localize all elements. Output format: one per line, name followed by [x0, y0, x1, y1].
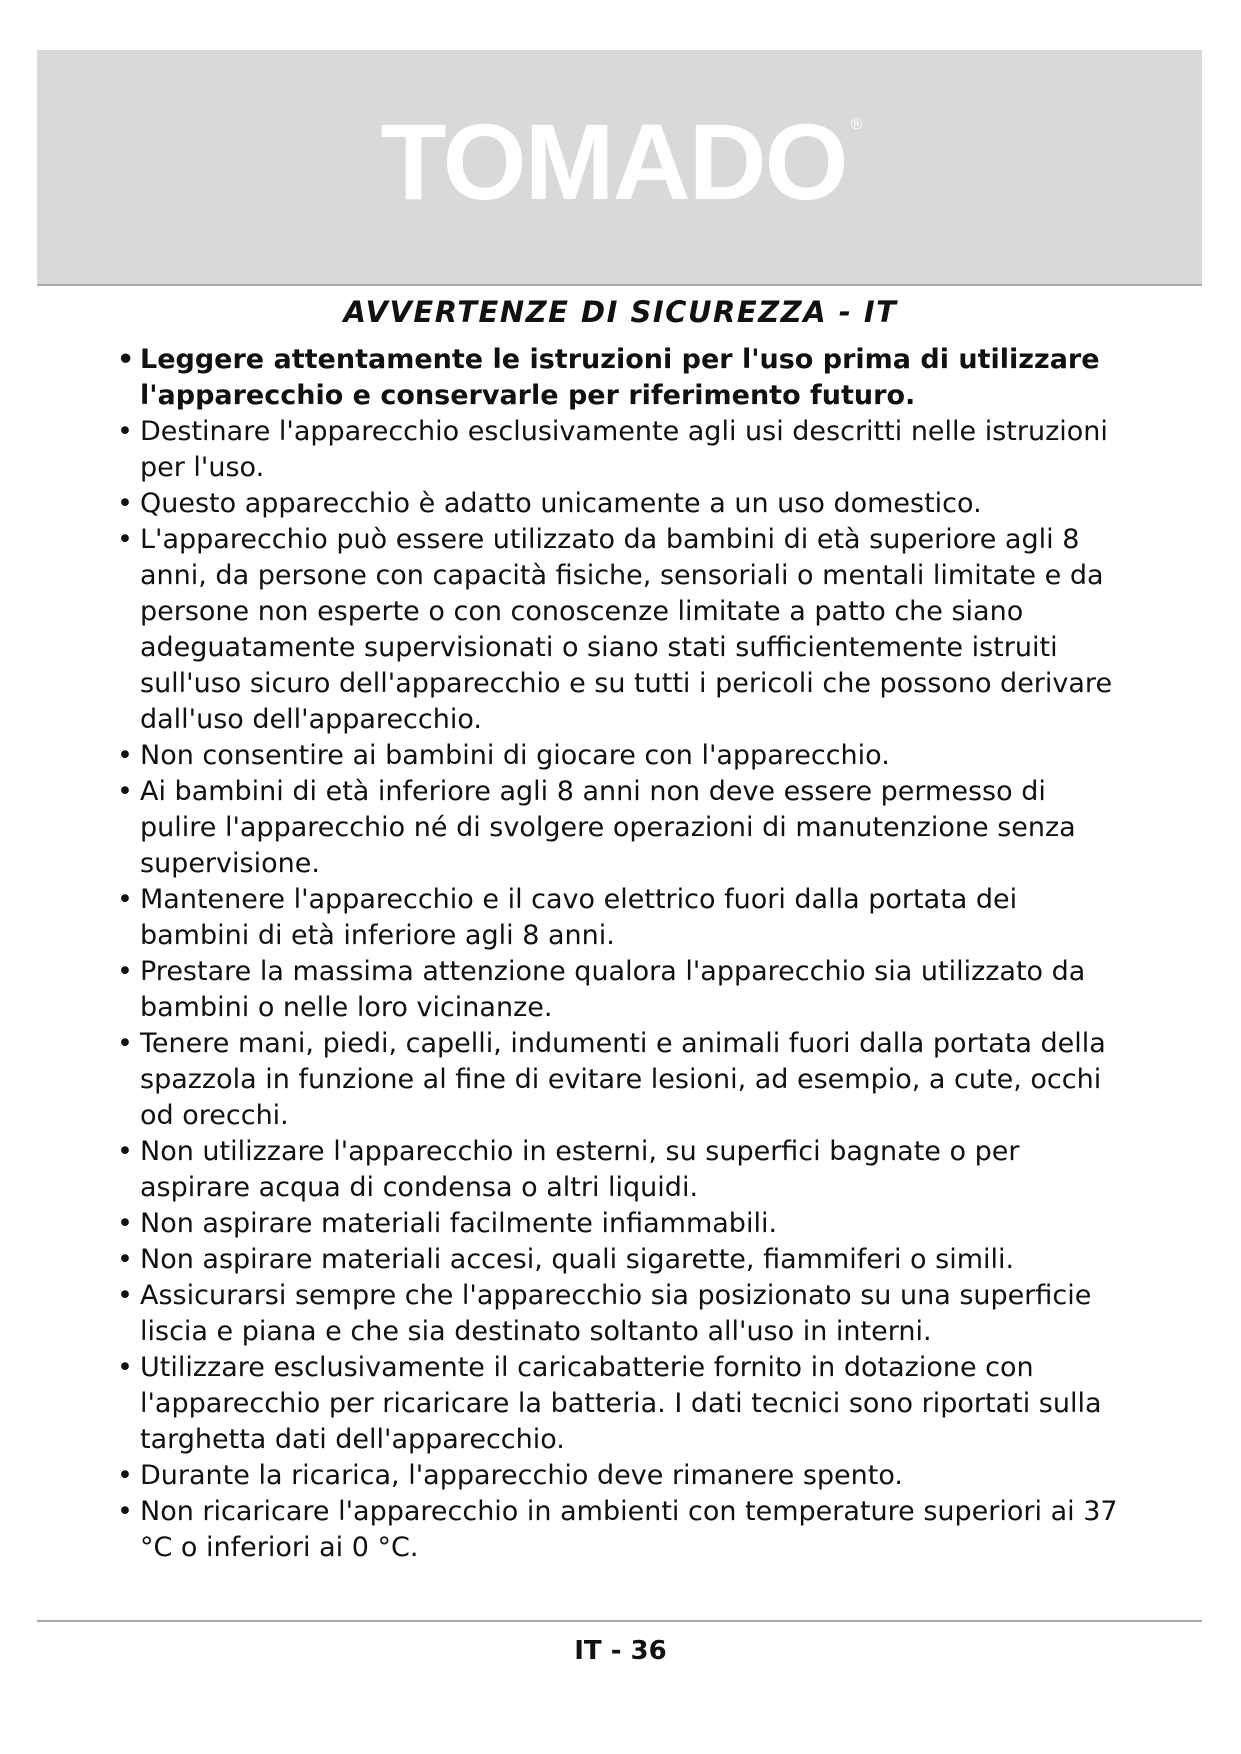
warning-item: • Non consentire ai bambini di giocare con l'apparecchio. — [117, 738, 1127, 774]
warning-item: • L'apparecchio può essere utilizzato da bambini di età superiore agli 8 anni, da persone con capacità fisiche, sensoriali o mentali limitate e da persone non esperte o con conoscenze limitate a patto che siano adeguatamente supervisionati o siano stati sufficientemente istruiti sull'uso sicuro dell'apparecchio e su tutti i pericoli che possono derivare dall'uso dell'apparecchio. — [117, 522, 1127, 738]
warning-item: • Destinare l'apparecchio esclusivamente agli usi descritti nelle istruzioni per l'uso. — [117, 414, 1127, 486]
warning-item: • Mantenere l'apparecchio e il cavo elettrico fuori dalla portata dei bambini di età inferiore agli 8 anni. — [117, 882, 1127, 954]
header-band — [37, 50, 1202, 286]
section-title: AVVERTENZE DI SICUREZZA - IT — [343, 295, 898, 329]
footer-divider — [37, 1620, 1202, 1622]
warning-item: • Non utilizzare l'apparecchio in esterni, su superfici bagnate o per aspirare acqua di condensa o altri liquidi. — [117, 1134, 1127, 1206]
safety-warnings-list — [117, 342, 1127, 1566]
warning-item: • Ai bambini di età inferiore agli 8 anni non deve essere permesso di pulire l'apparecchio né di svolgere operazioni di manutenzione senza supervisione. — [117, 774, 1127, 882]
warning-item: • Prestare la massima attenzione qualora l'apparecchio sia utilizzato da bambini o nelle loro vicinanze. — [117, 954, 1127, 1026]
warning-item: • Utilizzare esclusivamente il caricabatterie fornito in dotazione con l'apparecchio per ricaricare la batteria. I dati tecnici sono riportati sulla targhetta dati dell'apparecchio. — [117, 1350, 1127, 1458]
warning-item: • Tenere mani, piedi, capelli, indumenti e animali fuori dalla portata della spazzola in funzione al fine di evitare lesioni, ad esempio, a cute, occhi od orecchi. — [117, 1026, 1127, 1134]
warning-item: • Durante la ricarica, l'apparecchio deve rimanere spento. — [117, 1458, 1127, 1494]
page-number: IT - 36 — [574, 1636, 667, 1666]
warning-item: • Assicurarsi sempre che l'apparecchio sia posizionato su una superficie liscia e piana e che sia destinato soltanto all'uso in interni. — [117, 1278, 1127, 1350]
registered-mark: ® — [850, 116, 863, 133]
warning-item: • Non aspirare materiali accesi, quali sigarette, fiammiferi o simili. — [117, 1242, 1127, 1278]
warning-item: • Non ricaricare l'apparecchio in ambienti con temperature superiori ai 37 °C o inferiori ai 0 °C. — [117, 1494, 1127, 1566]
brand-logo — [37, 101, 1202, 222]
warning-item: • Non aspirare materiali facilmente infiammabili. — [117, 1206, 1127, 1242]
warning-item: • Leggere attentamente le istruzioni per l'uso prima di utilizzare l'apparecchio e conservarle per riferimento futuro. — [117, 342, 1127, 414]
brand-name: TOMADO — [380, 101, 847, 222]
warning-item: • Questo apparecchio è adatto unicamente a un uso domestico. — [117, 486, 1127, 522]
